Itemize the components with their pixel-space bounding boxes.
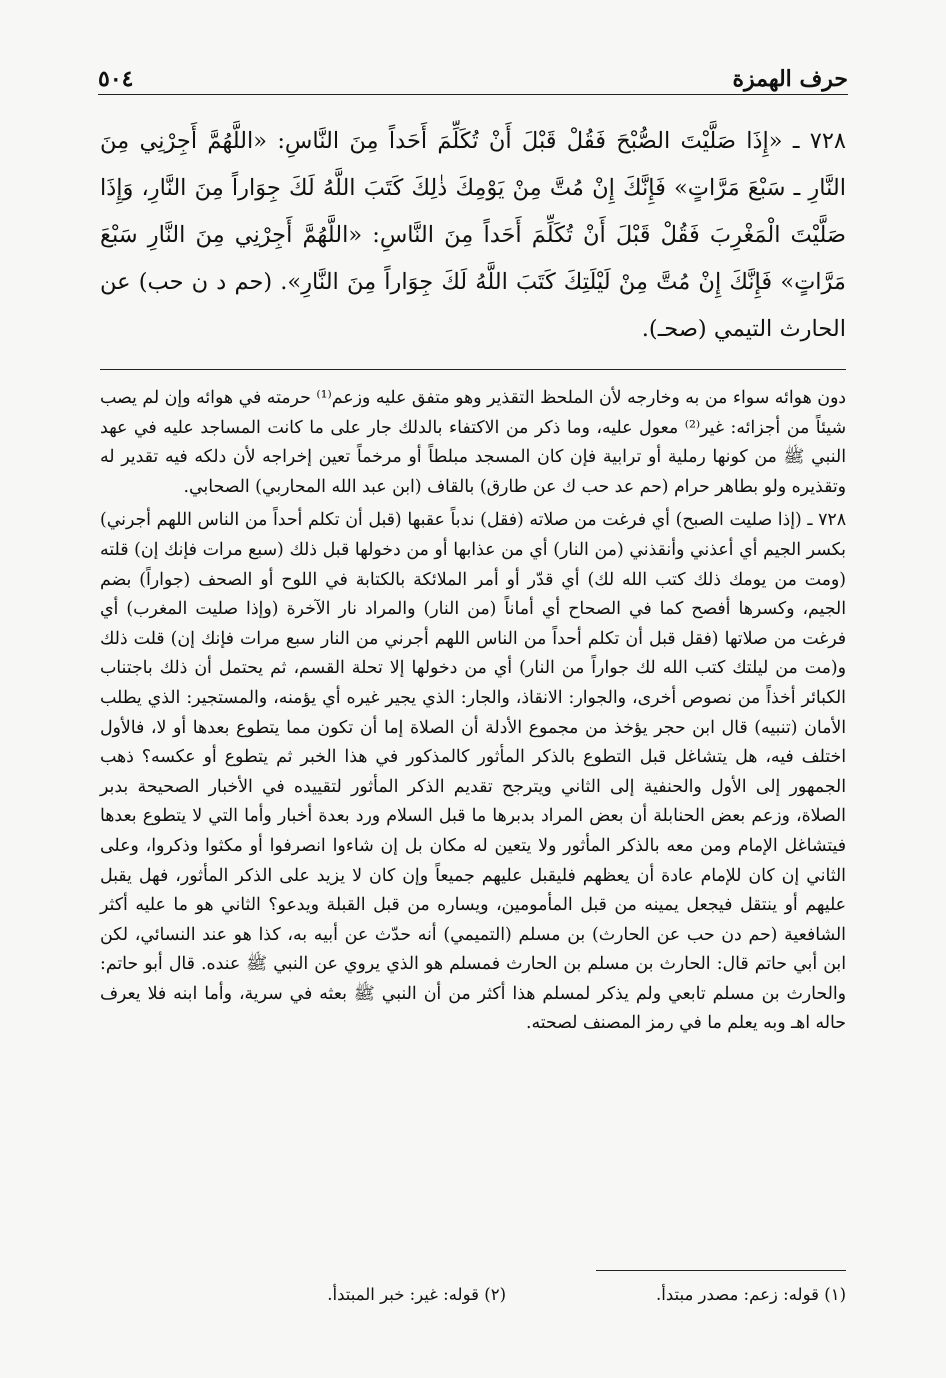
footnote-rule: [596, 1270, 846, 1271]
commentary-paragraph-728: ٧٢٨ ـ (إذا صليت الصبح) أي فرغت من صلاته (فقل) ندباً عقبها (قبل أن تكلم أحداً من الناس اللهم أجرني) بكسر الجيم أي أعذني وأنقذني (من النار) أي من عذابها أو من دخولها قبل ذلك (سبع مرات فإنك إن) قلته (ومت من يومك ذلك كتب الله لك) أي قدّر أو أمر الملائكة بالكتابة في اللوح أو الصحف (جواراً) بضم الجيم، وكسرها أفصح كما في الصحاح أي أماناً (من النار) والمراد نار الآخرة (وإذا صليت المغرب) أي فرغت من صلاتها (فقل قبل أن تكلم أحداً من الناس اللهم أجرني من النار سبع مرات فإنك إن) قلت ذلك و(مت من ليلتك كتب الله لك جواراً من النار) أي من دخولها إلا تحلة القسم، ثم يحتمل أن ذلك باجتناب الكبائر أخذاً من نصوص أخرى، والجوار: الانقاذ، والجار: الذي يجير غيره أي يؤمنه، والمستجير: الذي يطلب الأمان (تنبيه) قال ابن حجر يؤخذ من مجموع الأدلة أن الصلاة إما أن تكون مما يتطوع بعدها أو لا، فالأول اختلف فيه، هل يتشاغل قبل التطوع بالذكر المأثور كالمذكور في هذا الخبر ثم يتطوع أو عكسه؟ ذهب الجمهور إلى الأول والحنفية إلى الثاني ويترجح تقديم الذكر المأثور لتقييده في الأخبار الصحيحة بدبر الصلاة، وزعم بعض الحنابلة أن بعض المراد بدبرها ما قبل السلام ورد بعدة أخبار وأما التي لا يتطوع بعدها فيتشاغل الإمام ومن معه بالذكر المأثور ولا يتعين له مكان بل إن شاءوا انصرفوا أو مكثوا وذكروا، وعلى الثاني إن كان للإمام عادة أن يعظهم فليقبل عليهم جميعاً وإن كان لا يزيد على الذكر المأثور، فهل يقبل عليهم أو ينتقل فيجعل يمينه من قبل المأمومين، ويساره من قبل القبلة ويدعو؟ الثاني هو ما عليه أكثر الشافعية (حم دن حب عن الحارث) بن مسلم (التميمي) أنه حدّث عن أبيه به، كذا هو عند النسائي، لكن ابن أبي حاتم قال: الحارث بن مسلم بن الحارث فمسلم هو الذي يروي عن النبي ﷺ عنده. قال أبو حاتم: والحارث بن مسلم تابعي ولم يذكر لمسلم هذا أكثر من أن النبي ﷺ بعثه في سرية، وأما ابنه فلا يعرف حاله اهـ وبه يعلم ما في رمز المصنف لصحته.: [100, 510, 846, 1034]
footnote-1: (١) قوله: زعم: مصدر مبتدأ.: [656, 1285, 846, 1304]
hadith-text-block: [100, 118, 846, 353]
commentary-paragraph-previous: دون هوائه سواء من به وخارجه لأن الملحظ التقذير وهو متفق عليه وزعم⁽¹⁾ حرمته في هوائه وإن لم يصب شيئاً من أجزائه: غير⁽²⁾ معول عليه، وما ذكر من الاكتفاء بالدلك جار على ما كانت المساجد عليه في عهد النبي ﷺ من كونها رملية أو ترابية فإن كان المسجد مبلطاً أو مرخماً تعين إخراجه لأن دلكه فيه تقدير له وتقذيره ولو بطاهر حرام (حم عد حب ك عن طارق) بالقاف (ابن عبد الله المحاربي) الصحابي.: [100, 388, 847, 497]
section-divider: [100, 369, 846, 370]
hadith-728: ٧٢٨ ـ «إِذَا صَلَّيْتَ الصُّبْحَ فَقُلْ قَبْلَ أَنْ تُكَلِّمَ أَحَداً مِنَ النَّاسِ: «اللَّهُمَّ أَجِرْنِي مِنَ النَّارِ ـ سَبْعَ مَرَّاتٍ» فَإِنَّكَ إِنْ مُتَّ مِنْ يَوْمِكَ ذٰلِكَ كَتَبَ اللَّهُ لَكَ جِوَاراً مِنَ النَّارِ، وَإِذَا صَلَّيْتَ الْمَغْرِبَ فَقُلْ قَبْلَ أَنْ تُكَلِّمَ أَحَداً مِنَ النَّاسِ: «اللَّهُمَّ أَجِرْنِي مِنَ النَّارِ سَبْعَ مَرَّاتٍ» فَإِنَّكَ إِنْ مُتَّ مِنْ لَيْلَتِكَ كَتَبَ اللَّهُ لَكَ جِوَاراً مِنَ النَّارِ». (حم د ن حب) عن الحارث التيمي (صحـ).: [100, 128, 846, 342]
footnote-2: (٢) قوله: غير: خبر المبتدأ.: [327, 1285, 506, 1304]
footnotes: [100, 1282, 846, 1308]
page-header: [98, 62, 848, 95]
chapter-title: حرف الهمزة: [732, 66, 848, 92]
page-number: ٥٠٤: [98, 66, 134, 92]
commentary-block: [100, 384, 846, 1039]
